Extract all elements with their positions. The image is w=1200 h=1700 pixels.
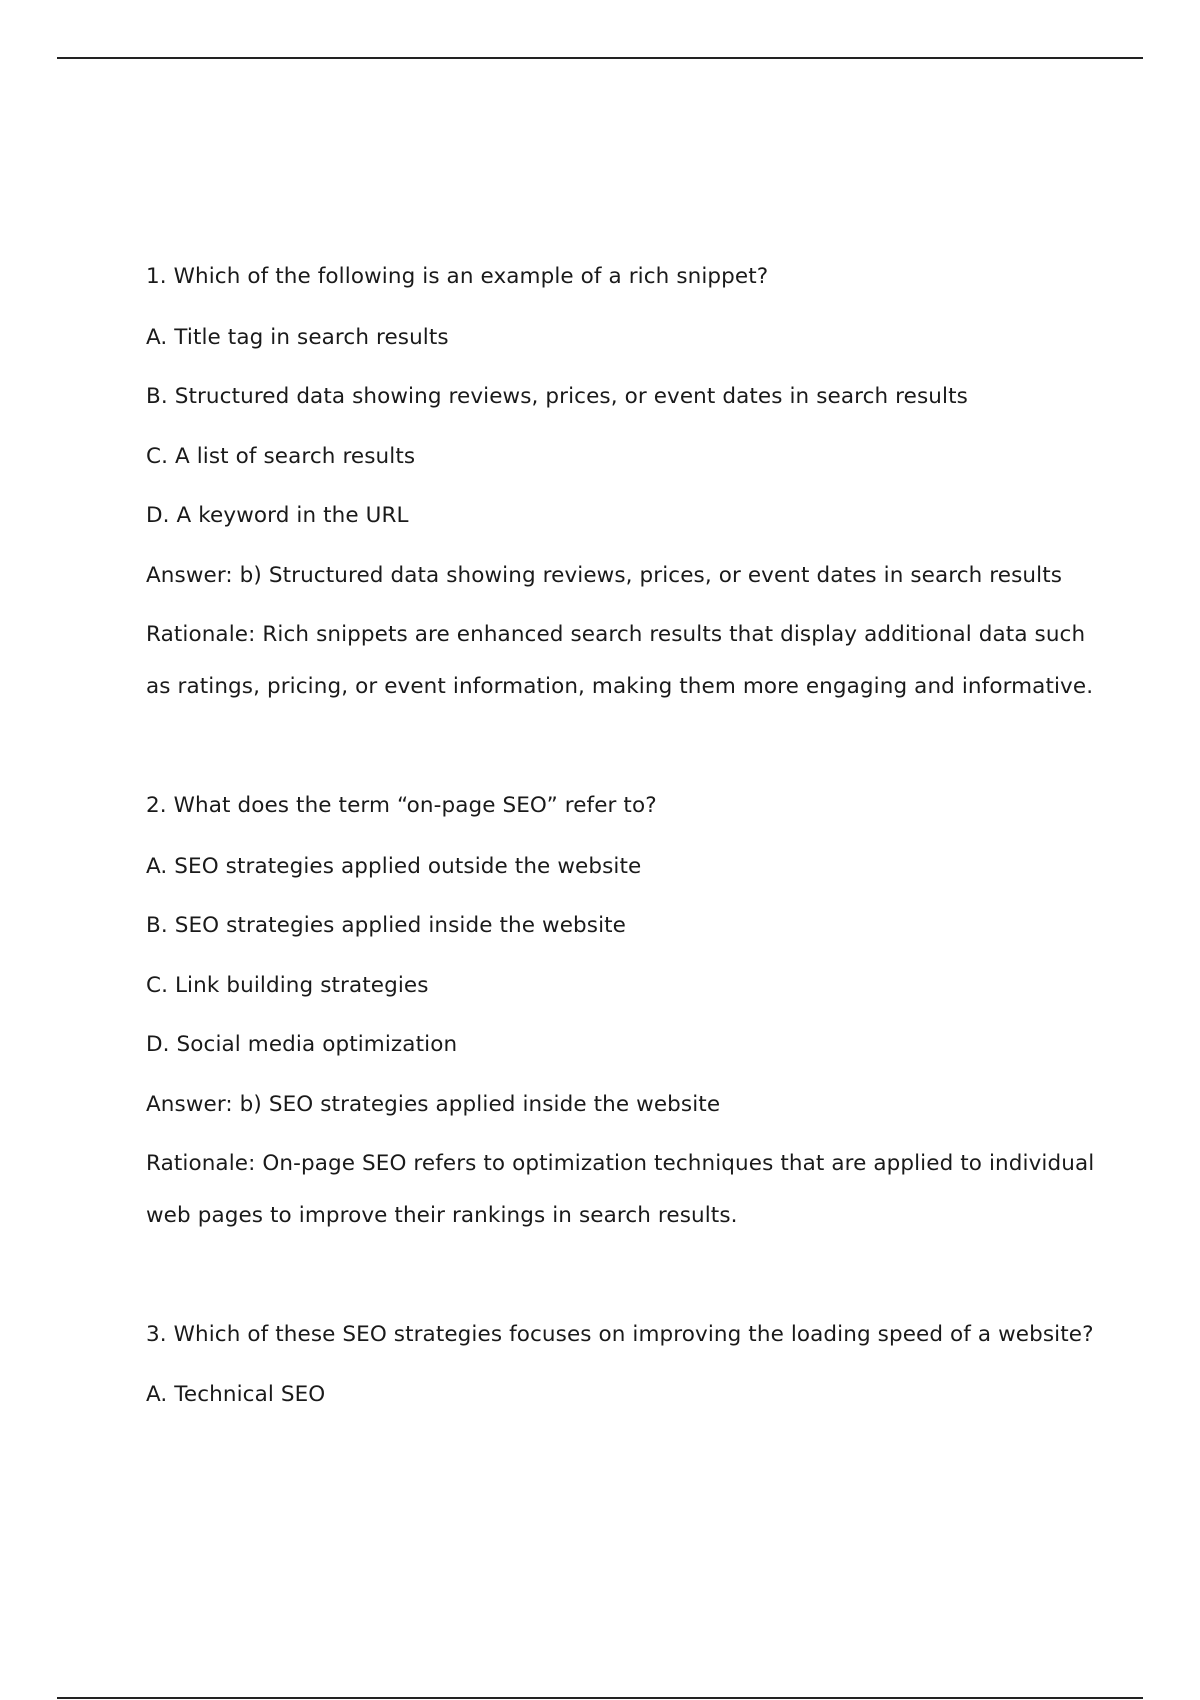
question-1-option-b: B. Structured data showing reviews, prices, or event dates in search results <box>146 384 968 409</box>
question-2-text: 2. What does the term “on-page SEO” refer to? <box>146 793 657 818</box>
question-2-rationale-line-1: Rationale: On-page SEO refers to optimization techniques that are applied to individual <box>146 1151 1095 1176</box>
footer-rule <box>57 1697 1143 1699</box>
question-3-text: 3. Which of these SEO strategies focuses on improving the loading speed of a website? <box>146 1322 1094 1347</box>
question-1-rationale-line-1: Rationale: Rich snippets are enhanced search results that display additional data such <box>146 622 1086 647</box>
question-1-text: 1. Which of the following is an example of a rich snippet? <box>146 264 769 289</box>
question-1-option-d: D. A keyword in the URL <box>146 503 409 528</box>
question-2-option-c: C. Link building strategies <box>146 973 429 998</box>
question-2-option-d: D. Social media optimization <box>146 1032 458 1057</box>
question-2-rationale-line-2: web pages to improve their rankings in search results. <box>146 1203 738 1228</box>
question-1-answer: Answer: b) Structured data showing reviews, prices, or event dates in search results <box>146 563 1063 588</box>
question-2-option-b: B. SEO strategies applied inside the website <box>146 913 627 938</box>
question-3-option-a: A. Technical SEO <box>146 1382 326 1407</box>
question-1-rationale-line-2: as ratings, pricing, or event information, making them more engaging and informative. <box>146 674 1094 699</box>
question-2-option-a: A. SEO strategies applied outside the website <box>146 854 642 879</box>
question-1-option-a: A. Title tag in search results <box>146 325 449 350</box>
question-1-option-c: C. A list of search results <box>146 444 416 469</box>
question-2-answer: Answer: b) SEO strategies applied inside the website <box>146 1092 721 1117</box>
header-rule <box>57 57 1143 59</box>
